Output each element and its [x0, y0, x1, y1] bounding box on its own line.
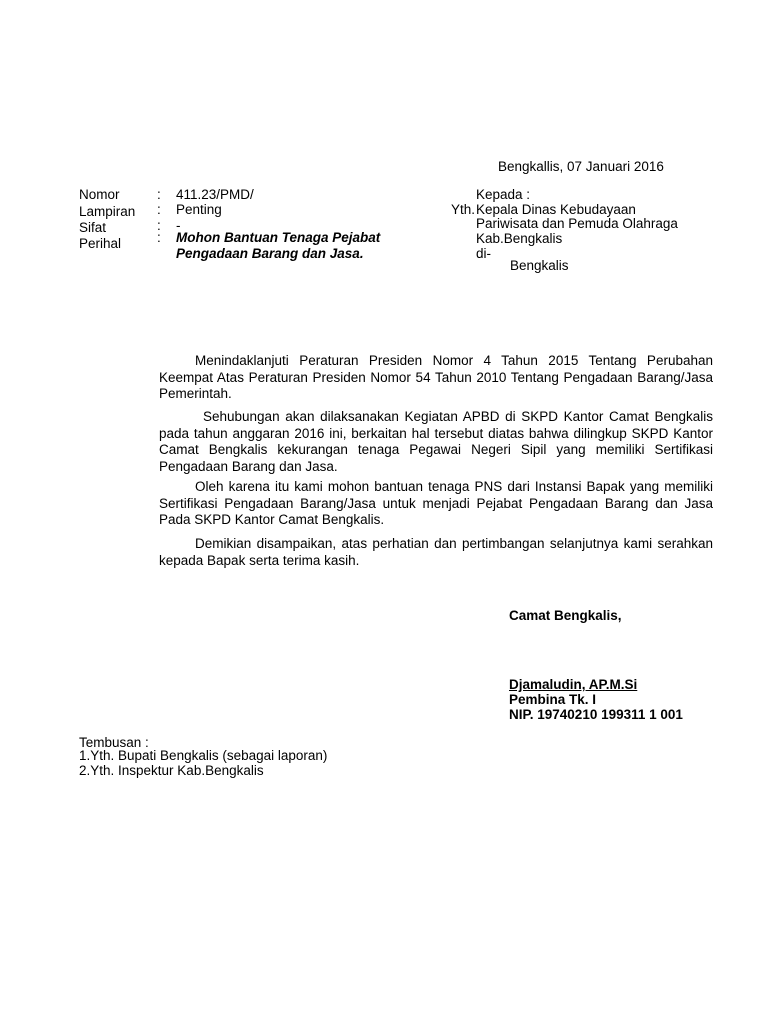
perihal-line1: Mohon Bantuan Tenaga Pejabat	[176, 230, 381, 245]
tembusan-item: 1.Yth. Bupati Bengkalis (sebagai laporan)	[79, 748, 328, 763]
sifat-label: Sifat	[79, 220, 107, 235]
body-paragraph-2: Sehubungan akan dilaksanakan Kegiatan APBD di SKPD Kantor Camat Bengkalis pada tahun anggaran 2016 ini, berkaitan hal tersebut diatas bahwa dilingkup SKPD Kantor Camat Bengkalis kekurangan tenaga Pegawai Negeri Sipil yang memiliki Sertifikasi Pengadaan Barang dan Jasa.	[159, 409, 713, 474]
yth-prefix: Yth.	[451, 202, 476, 217]
lampiran-label: Lampiran	[79, 204, 136, 219]
signature-title: Camat Bengkalis,	[509, 608, 622, 623]
recipient-line1: Kepala Dinas Kebudayaan	[476, 202, 636, 217]
recipient-di: di-	[476, 246, 492, 261]
sifat-colon: :	[157, 218, 161, 233]
body-paragraph-3: Oleh karena itu kami mohon bantuan tenaga PNS dari Instansi Bapak yang memiliki Sertifikasi Pengadaan Barang/Jasa untuk menjadi Pejabat Pengadaan Barang dan Jasa Pada SKPD Kantor Camat Bengkalis.	[159, 479, 713, 527]
tembusan-label: Tembusan :	[79, 735, 149, 750]
lampiran-value: Penting	[176, 202, 222, 217]
signer-rank: Pembina Tk. I	[509, 692, 597, 707]
lampiran-colon: :	[157, 202, 161, 217]
nomor-label: Nomor	[79, 187, 120, 202]
signer-nip: NIP. 19740210 199311 1 001	[509, 707, 683, 722]
body-paragraph-1: Menindaklanjuti Peraturan Presiden Nomor 4 Tahun 2015 Tentang Perubahan Keempat Atas Peraturan Presiden Nomor 54 Tahun 2010 Tentang Pengadaan Barang/Jasa Pemerintah.	[159, 353, 713, 401]
signer-name: Djamaludin, AP.M.Si	[509, 677, 638, 692]
perihal-colon: :	[157, 230, 161, 245]
perihal-label: Perihal	[79, 236, 122, 251]
tembusan-item: 2.Yth. Inspektur Kab.Bengkalis	[79, 763, 264, 778]
recipient-city: Bengkalis	[510, 258, 569, 273]
perihal-line2: Pengadaan Barang dan Jasa.	[176, 246, 364, 261]
letter-date: Bengkallis, 07 Januari 2016	[498, 159, 664, 174]
kepada-label: Kepada :	[476, 187, 531, 202]
body-paragraph-4: Demikian disampaikan, atas perhatian dan pertimbangan selanjutnya kami serahkan kepada Bapak serta terima kasih.	[159, 536, 713, 568]
recipient-line2: Pariwisata dan Pemuda Olahraga	[476, 216, 678, 231]
recipient-line3: Kab.Bengkalis	[476, 231, 563, 246]
nomor-value: 411.23/PMD/	[176, 187, 254, 202]
sifat-value: -	[176, 218, 181, 233]
nomor-colon: :	[157, 187, 161, 202]
